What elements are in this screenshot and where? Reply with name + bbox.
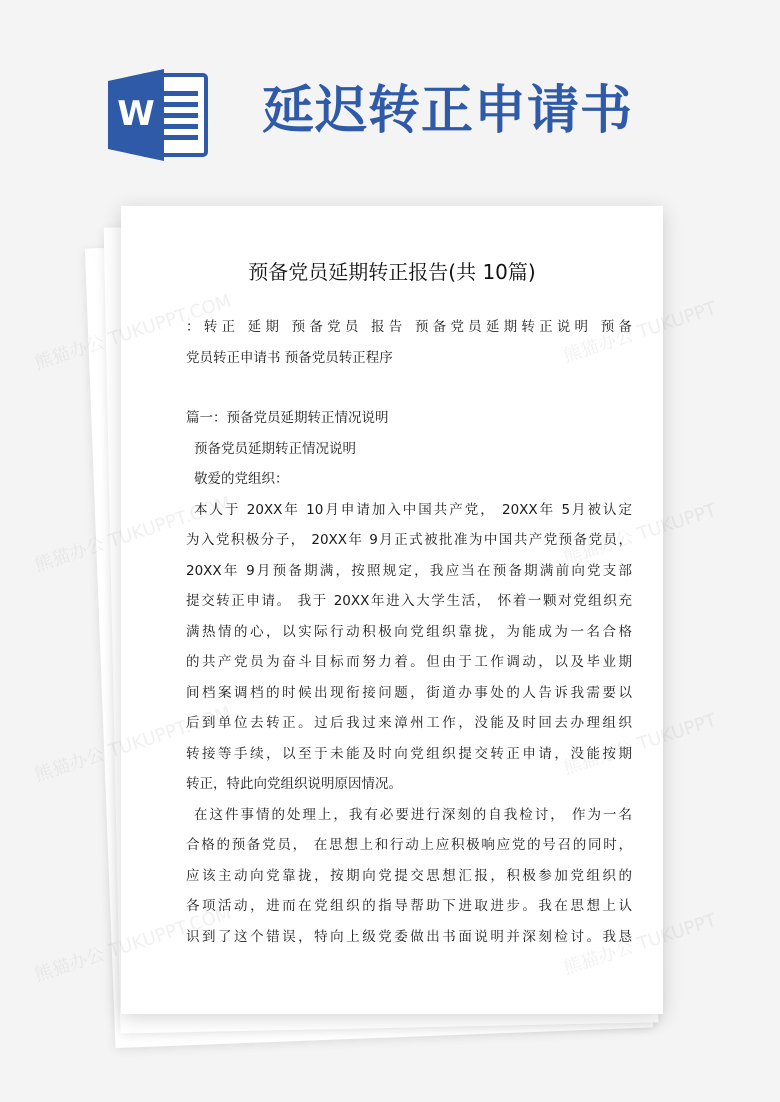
watermark: 熊猫办公: [32, 943, 108, 987]
paragraph-line: 间档案调档的时候出现衔接问题，街道办事处的人告诉我需要以: [186, 684, 632, 701]
paragraph-line: 后到单位去转正。过后我过来漳州工作，没能及时回去办理组织: [186, 715, 632, 731]
watermark: 熊猫办公: [32, 533, 108, 577]
document-page: [121, 206, 663, 1014]
salutation: 敬爱的党组织：: [194, 471, 289, 487]
watermark: TUKUPPT: [635, 499, 719, 545]
paragraph-line: 转正，特此向党组织说明原因情况。: [186, 776, 402, 792]
paragraph-line: 转接等手续，以至于未能及时向党组织提交转正申请，没能按期: [186, 745, 632, 762]
paragraph-1: [186, 495, 632, 800]
paragraph-line: 满热情的心，以实际行动积极向党组织靠拢，为能成为一名合格: [186, 623, 632, 640]
document-title: 预备党员延期转正报告(共 10篇): [248, 260, 536, 284]
paragraph-line: 20XX年 9月预备期满，按照规定，我应当在预备期满前向党支部: [186, 562, 632, 579]
paragraph-line: 合格的预备党员， 在思想上和行动上应积极响应党的号召的同时，: [186, 837, 632, 853]
paragraph-line: 应该主动向党靠拢，按期向党提交思想汇报，积极参加党组织的: [186, 867, 632, 884]
watermark: 熊猫办公: [32, 743, 108, 787]
keywords-line: ：转正 延期 预备党员 报告 预备党员延期转正说明 预备: [186, 319, 632, 335]
word-logo-letter: W: [117, 94, 155, 134]
blank-spacer: [186, 373, 632, 403]
paragraph-line: 识到了这个错误，特向上级党委做出书面说明并深刻检讨。我恳: [186, 928, 632, 945]
document-body: [186, 312, 632, 952]
section-heading: 篇一：预备党员延期转正情况说明: [186, 410, 389, 426]
banner-title: 延迟转正申请书: [262, 81, 634, 141]
paragraph-line: 在这件事情的处理上，我有必要进行深刻的自我检讨， 作为一名: [194, 806, 632, 823]
word-logo-icon: [108, 69, 208, 161]
keywords-line: 党员转正申请书 预备党员转正程序: [186, 349, 393, 366]
paragraph-line: 各项活动，进而在党组织的指导帮助下进取进步。我在思想上认: [186, 898, 632, 914]
paragraph-line: 提交转正申请。 我于 20XX年进入大学生活， 怀着一颗对党组织充: [186, 593, 632, 609]
paragraph-2: [186, 800, 632, 953]
watermark: TUKUPPT: [635, 909, 719, 955]
paragraph-line: 的共产党员为奋斗目标而努力着。但由于工作调动，以及毕业期: [186, 654, 632, 670]
paragraph-line: 为入党积极分子， 20XX年 9月正式被批准为中国共产党预备党员，: [186, 532, 632, 548]
section-subheading: 预备党员延期转正情况说明: [194, 440, 356, 457]
watermark: 熊猫办公: [32, 331, 108, 375]
watermark: TUKUPPT: [635, 297, 719, 343]
paragraph-line: 本人于 20XX年 10月申请加入中国共产党， 20XX年 5月被认定: [194, 501, 632, 518]
watermark: TUKUPPT: [635, 709, 719, 755]
